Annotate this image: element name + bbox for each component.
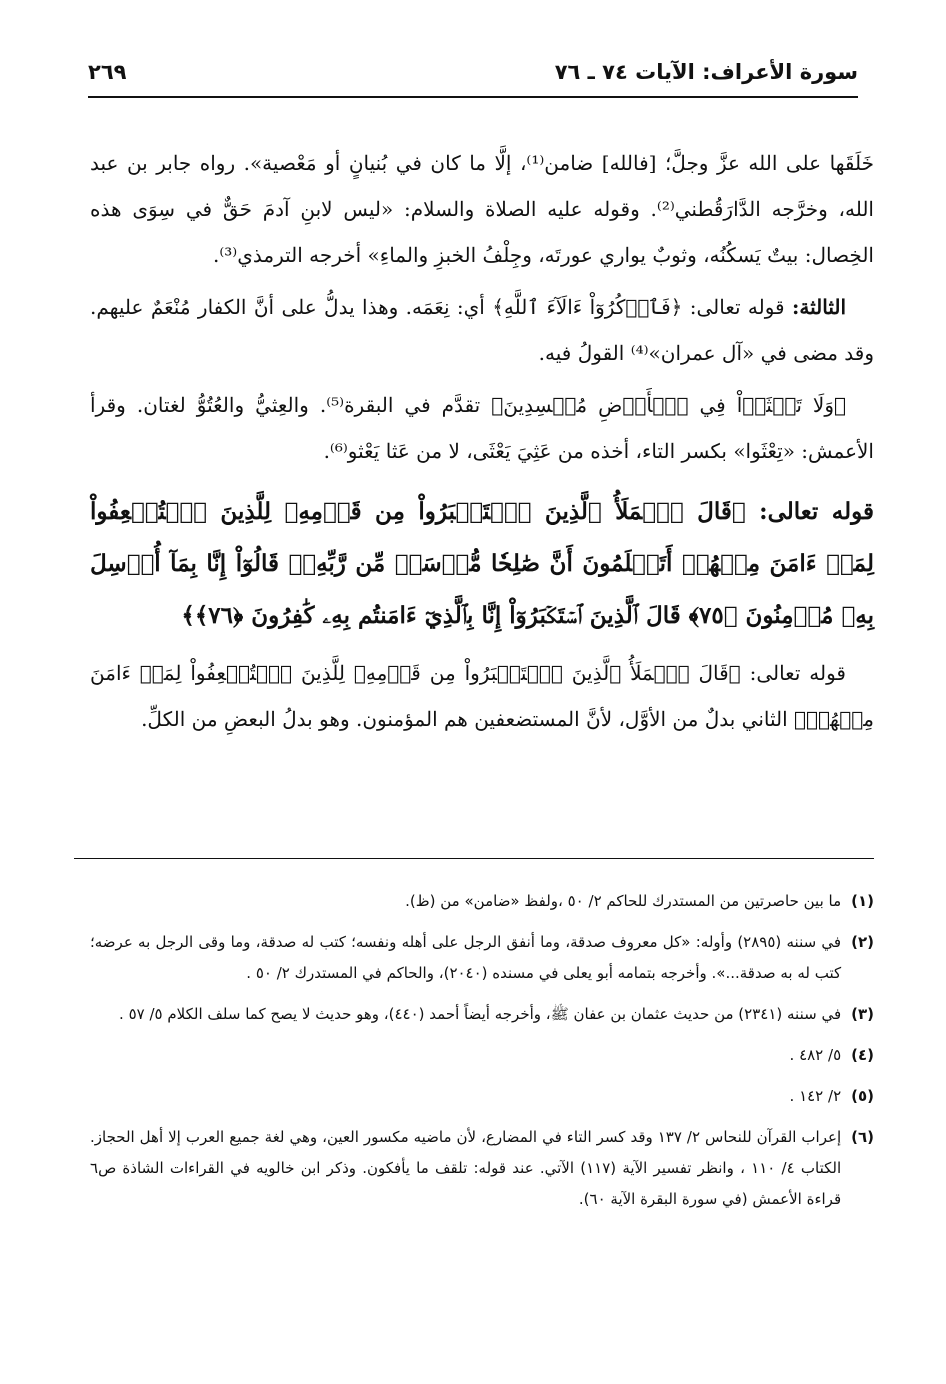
footnote-1 — [90, 886, 874, 917]
paragraph-4: قوله تعالى: ﴿قَالَ ٱلۡمَلَأُ ٱلَّذِينَ ٱسۡتَكۡبَرُواْ مِن قَوۡمِهِۦ لِلَّذِينَ ٱسۡتُضۡعِفُواْ لِمَنۡ ءَامَنَ مِنۡهُمۡ﴾ الثاني بدلٌ من الأوَّل، لأنَّ المستضعفين هم المؤمنون. وهو بدلُ البعضِ من الكلِّ. — [90, 661, 874, 731]
footnote-4 — [90, 1040, 874, 1071]
point-heading: الثالثة: — [791, 295, 846, 319]
footnote-text: ما بين حاصرتين من المستدرك للحاكم ٢/ ٥٠ ،ولفظ «ضامن» من (ظ). — [405, 892, 842, 910]
footnote-number: (٦) — [851, 1128, 874, 1146]
footnote-6 — [90, 1122, 874, 1215]
paragraph-3: ﴿وَلَا تَعۡثَوۡاْ فِي ٱلۡأَرۡضِ مُفۡسِدِينَ﴾ تقدَّم في البقرة⁽⁵⁾. والعِثيُّ والعُتُوُّ لغتان. وقرأ الأعمش: «تِعْثَوا» بكسر التاء، أخذه من عَثِيَ يَعْثَى، لا من عَثا يَعْثو⁽⁶⁾. — [90, 393, 874, 463]
footnote-divider — [74, 858, 874, 859]
footnote-2 — [90, 927, 874, 989]
page-number: ٢٦٩ — [88, 60, 127, 84]
footnote-5 — [90, 1081, 874, 1112]
paragraph-1: خَلَقَها على الله عزَّ وجلَّ؛ [فالله] ضامن⁽¹⁾، إلَّا ما كان في بُنيانٍ أو مَعْصية». رواه جابر بن عبد الله، وخرَّجه الدَّارَقُطني⁽²⁾. وقوله عليه الصلاة والسلام: «ليس لابنِ آدمَ حَقٌّ في سِوَى هذه الخِصال: بيتٌ يَسكُنُه، وثوبٌ يواري عورتَه، وجِلْفُ الخبزِ والماءِ» أخرجه الترمذي⁽³⁾. — [90, 151, 874, 267]
verse-text: ﴿قَالَ ٱلۡمَلَأُ ٱلَّذِينَ ٱسۡتَكۡبَرُواْ مِن قَوۡمِهِۦ لِلَّذِينَ ٱسۡتُضۡعِفُواْ لِمَنۡ ءَامَنَ مِنۡهُمۡ أَتَعۡلَمُونَ أَنَّ صَٰلِحٗا مُّرۡسَلٞ مِّن رَّبِّهِۦۚ قَالُوٓاْ إِنَّا بِمَآ أُرۡسِلَ بِهِۦ مُؤۡمِنُونَ ﴿٧٥﴾ قَالَ ٱلَّذِينَ ٱسۡتَكۡبَرُوٓاْ إِنَّا بِٱلَّذِيٓ ءَامَنتُم بِهِۦ كَٰفِرُونَ ﴿٧٦﴾﴾ — [90, 498, 874, 629]
footnote-number: (٥) — [851, 1087, 874, 1105]
header-divider — [88, 96, 858, 98]
running-head — [88, 60, 858, 84]
main-text — [90, 140, 874, 748]
surah-title: سورة الأعراف: الآيات ٧٤ ـ ٧٦ — [554, 60, 858, 84]
verse-lead: قوله تعالى: — [759, 498, 874, 525]
footnote-text: في سننه (٢٨٩٥) وأوله: «كل معروف صدقة، وما أنفق الرجل على أهله ونفسه؛ كتب له صدقة، وما وقى الرجل به عرضه؛ كتب له به صدقة...». وأخرجه بتمامه أبو يعلى في مسنده (٢٠٤٠)، والحاكم في المستدرك ٢/ ٥٠ . — [90, 933, 842, 982]
paragraph-2-text: قوله تعالى: ﴿فَٱذۡكُرُوٓاْ ءَالَآءَ ٱللَّهِ﴾ أي: نِعَمَه. وهذا يدلُّ على أنَّ الكفار مُنْعَمٌ عليهم. وقد مضى في «آل عمران»⁽⁴⁾ القولُ فيه. — [90, 295, 874, 365]
footnote-text: ٥/ ٤٨٢ . — [789, 1046, 842, 1064]
quran-verse-block — [90, 486, 874, 642]
footnote-3 — [90, 999, 874, 1030]
footnote-number: (١) — [851, 892, 874, 910]
footnote-text: في سننه (٢٣٤١) من حديث عثمان بن عفان ﷺ، وأخرجه أيضاً أحمد (٤٤٠)، وهو حديث لا يصح كما سلف الكلام ٥/ ٥٧ . — [119, 1005, 842, 1023]
paragraph-2 — [90, 284, 874, 376]
footnote-text: إعراب القرآن للنحاس ٢/ ١٣٧ وقد كسر التاء في المضارع، لأن ماضيه مكسور العين، وهي لغة جميع العرب إلا أهل الحجاز. الكتاب ٤/ ١١٠ ، وانظر تفسير الآية (١١٧) الآتي. عند قوله: تلقف ما يأفكون. وذكر ابن خالويه في القراءات الشاذة ص٦ قراءة الأعمش (في سورة البقرة الآية ٦٠). — [90, 1128, 842, 1208]
footnote-number: (٣) — [851, 1005, 874, 1023]
footnote-number: (٤) — [851, 1046, 874, 1064]
footnote-text: ٢/ ١٤٢ . — [789, 1087, 842, 1105]
footnote-number: (٢) — [851, 933, 874, 951]
footnotes — [90, 886, 874, 1225]
